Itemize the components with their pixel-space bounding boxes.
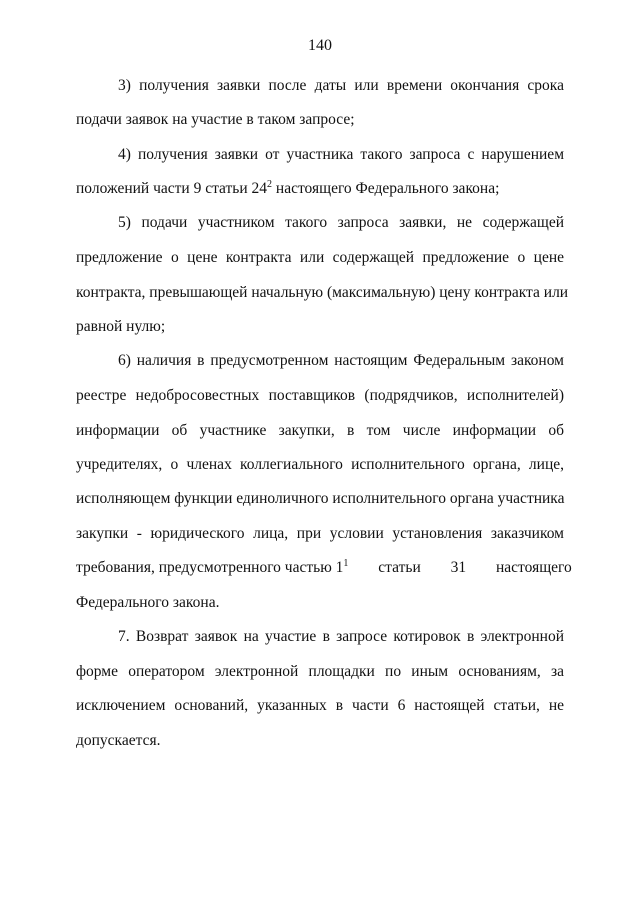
text-fragment: настоящего Федерального закона; bbox=[272, 180, 500, 197]
text-line: исключением оснований, указанных в части 6 настоящей статьи, не bbox=[76, 697, 564, 714]
text-line: информации об участнике закупки, в том числе информации об bbox=[76, 422, 564, 439]
text-line: контракта, превышающей начальную (максимальную) цену контракта или bbox=[76, 284, 569, 301]
text-line: учредителях, о членах коллегиального исполнительного органа, лице, bbox=[76, 456, 564, 473]
text-line: 6) наличия в предусмотренном настоящим Федеральным законом bbox=[118, 352, 564, 369]
text-line: 3) получения заявки после даты или времени окончания срока bbox=[118, 77, 564, 94]
text-line: 7. Возврат заявок на участие в запросе котировок в электронной bbox=[118, 628, 564, 645]
text-line: допускается. bbox=[76, 732, 161, 749]
text-line bbox=[76, 557, 572, 578]
text-line: закупки - юридического лица, при условии установления заказчиком bbox=[76, 525, 564, 542]
text-fragment: положений части 9 статьи 24 bbox=[76, 180, 268, 197]
text-line: Федерального закона. bbox=[76, 594, 220, 611]
text-line: равной нулю; bbox=[76, 318, 166, 335]
text-line: исполняющем функции единоличного исполнительного органа участника bbox=[76, 490, 565, 507]
text-line: подачи заявок на участие в таком запросе; bbox=[76, 111, 355, 128]
superscript: 1 bbox=[343, 557, 349, 569]
text-line: реестре недобросовестных поставщиков (подрядчиков, исполнителей) bbox=[76, 387, 564, 404]
text-line: 4) получения заявки от участника такого запроса с нарушением bbox=[118, 146, 564, 163]
text-line: 5) подачи участником такого запроса заявки, не содержащей bbox=[118, 214, 564, 231]
text-line bbox=[76, 179, 564, 199]
text-line: предложение о цене контракта или содержащей предложение о цене bbox=[76, 249, 564, 266]
text-line: форме оператором электронной площадки по иным основаниям, за bbox=[76, 663, 564, 680]
text-fragment: статьи 31 настоящего bbox=[348, 559, 572, 576]
page-number: 140 bbox=[308, 37, 332, 54]
text-fragment: требования, предусмотренного частью $1^1$ bbox=[76, 557, 349, 576]
superscript: 2 bbox=[267, 178, 273, 190]
